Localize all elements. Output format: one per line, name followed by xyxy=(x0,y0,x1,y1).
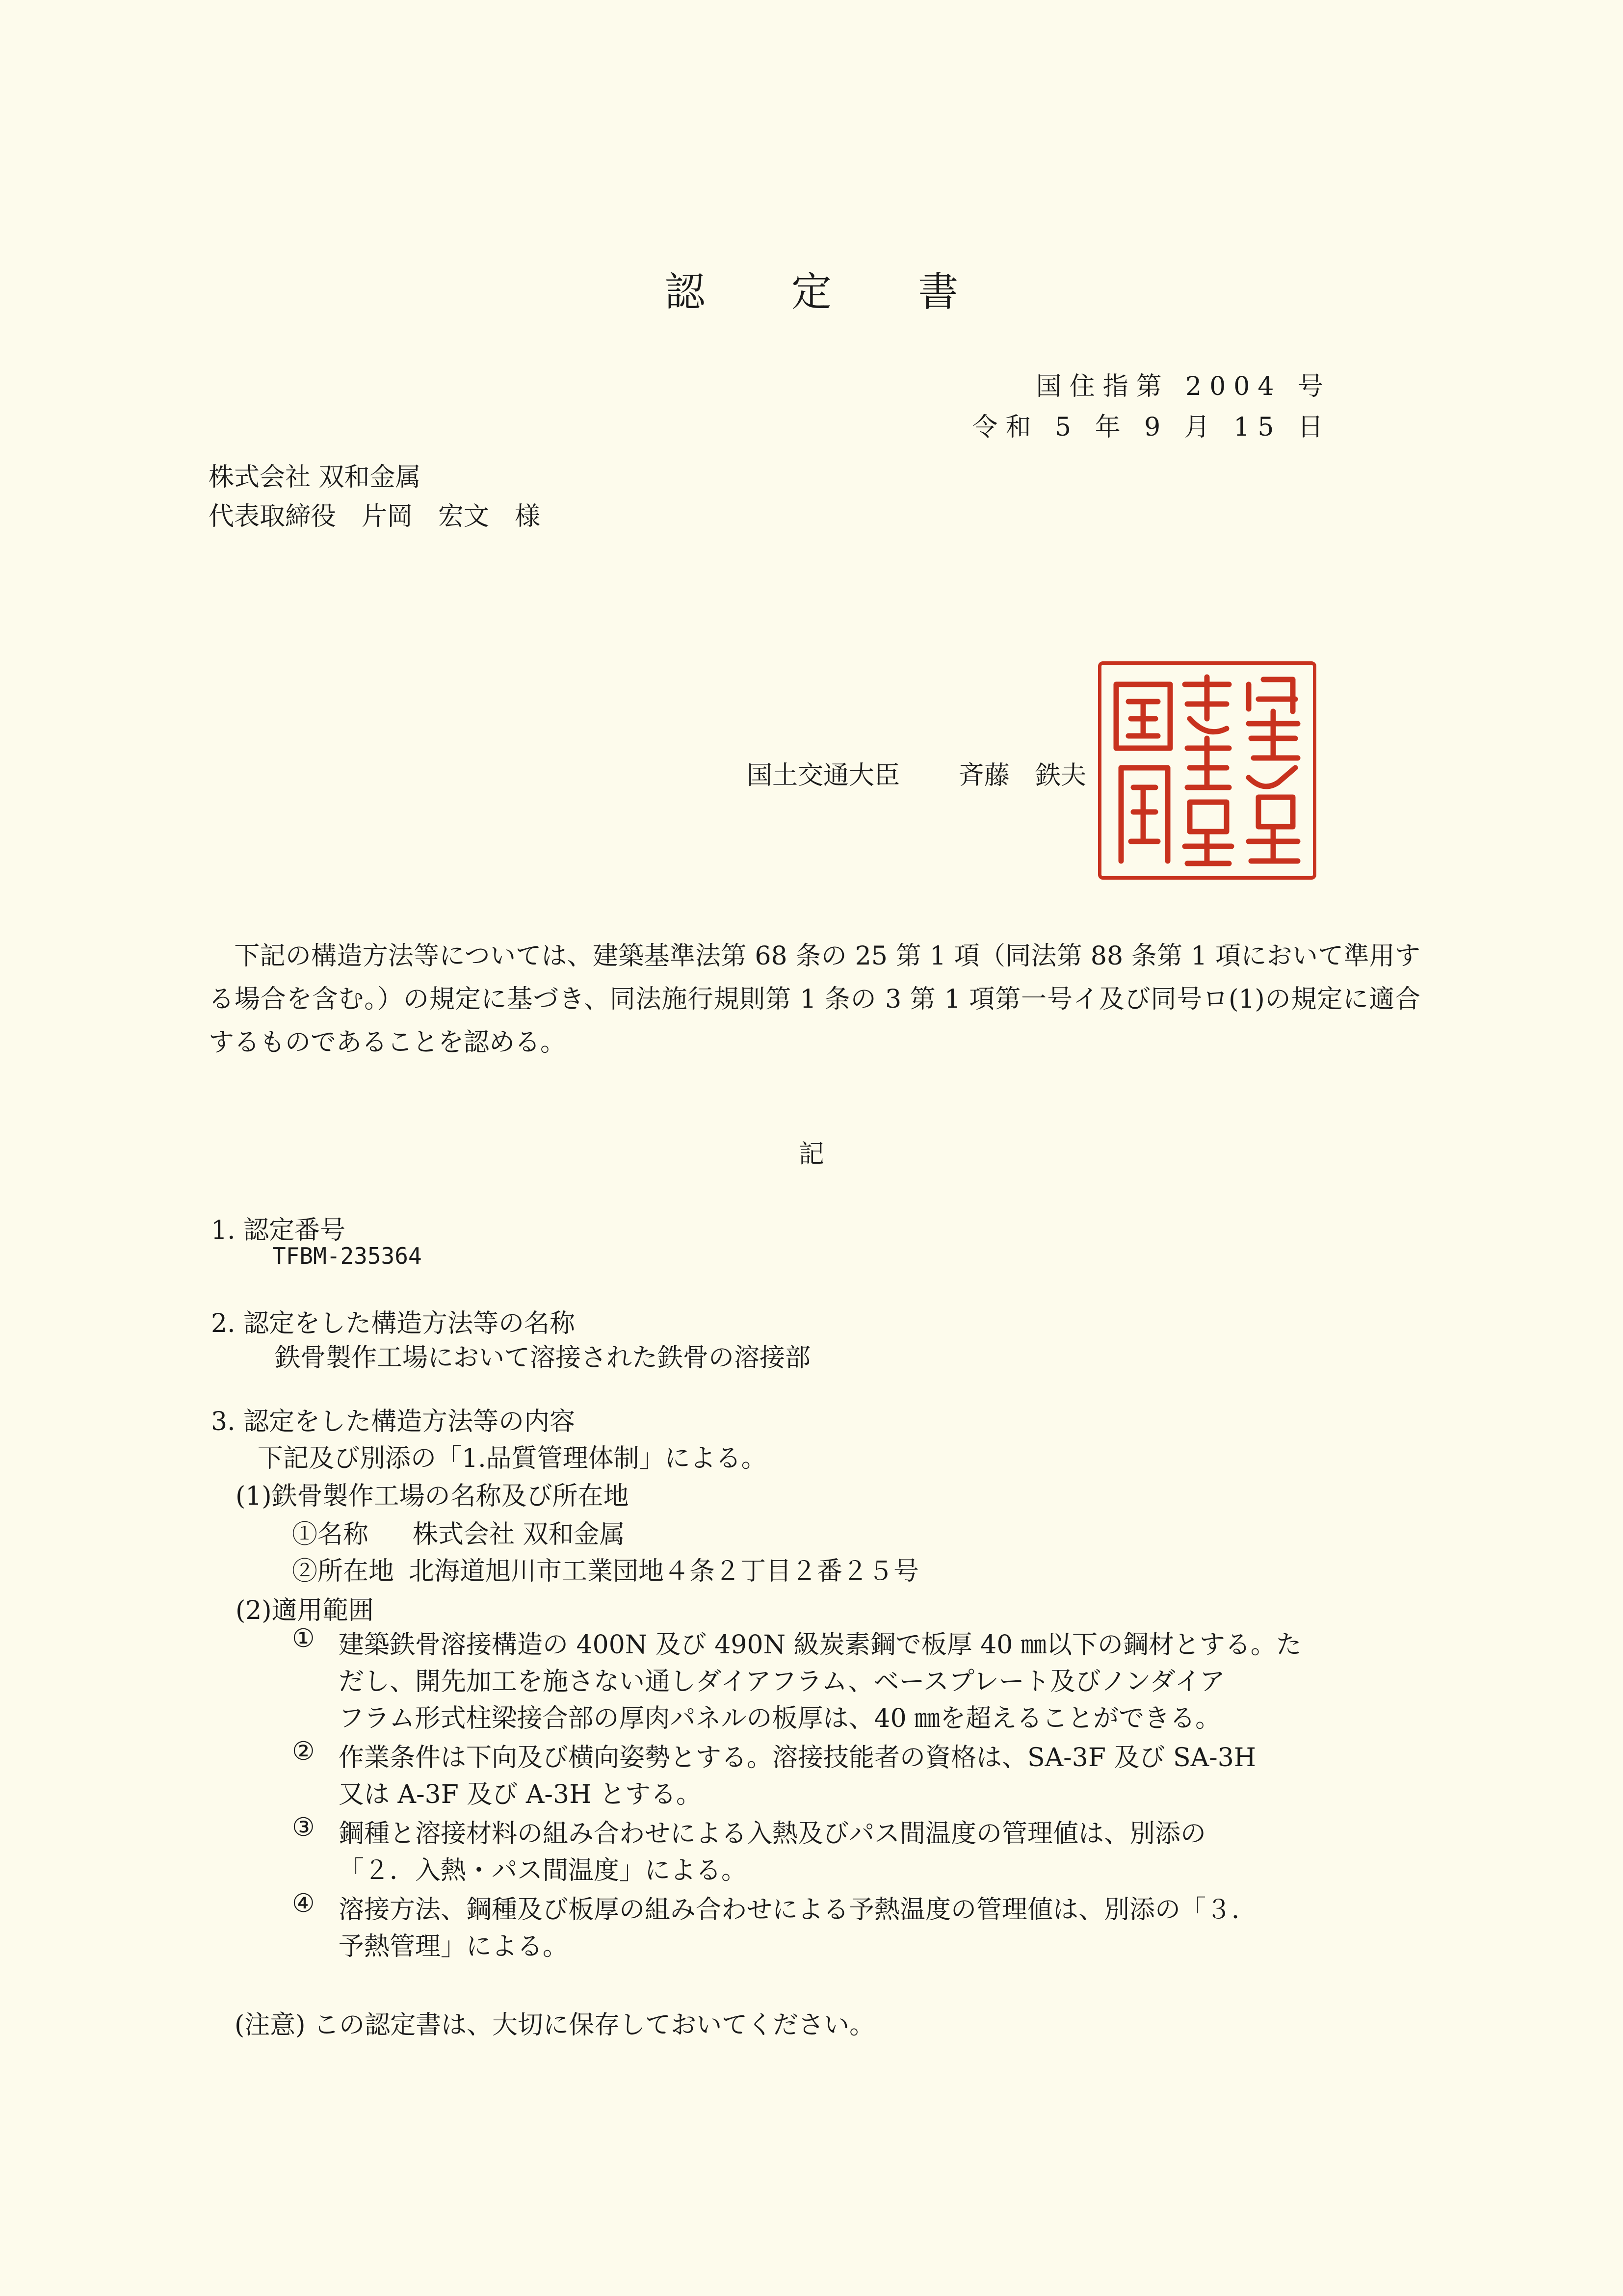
issuer-title: 国土交通大臣 xyxy=(747,761,900,790)
scope-item-2-line-2: 又は A-3F 及び A-3H とする。 xyxy=(339,1780,702,1809)
scope-item-1-mark: ① xyxy=(292,1624,315,1653)
factory-address-row xyxy=(292,1550,919,1587)
factory-address-value: 北海道旭川市工業団地４条２丁目２番２５号 xyxy=(409,1557,919,1586)
seal-glyph-icon xyxy=(1101,665,1313,876)
certification-number: TFBM-235364 xyxy=(272,1243,422,1269)
official-seal xyxy=(1098,661,1316,880)
scope-item-2-mark: ② xyxy=(292,1737,315,1766)
factory-name-row xyxy=(292,1513,625,1550)
scope-item-1-line-2: だし、開先加工を施さない通しダイアフラム、ベースプレート及びノンダイア xyxy=(339,1667,1226,1696)
scope-item-4-line-2: 予熱管理」による。 xyxy=(339,1932,569,1961)
section-3-heading: 3. 認定をした構造方法等の内容 xyxy=(211,1407,576,1436)
scope-item-1-line-1: 建築鉄骨溶接構造の 400N 及び 490N 級炭素鋼で板厚 40 ㎜以下の鋼材とする。た xyxy=(339,1630,1302,1660)
scope-item-3-line-2: 「２．入熱・パス間温度」による。 xyxy=(339,1856,747,1885)
scope-item-4-mark: ④ xyxy=(292,1889,315,1918)
recipient-company: 株式会社 双和金属 xyxy=(209,463,421,492)
document-number: 国住指第 2004 号 xyxy=(1036,372,1331,401)
preamble-text: 下記の構造方法等については、建築基準法第 68 条の 25 第 1 項（同法第 88 条第 1 項において準用する場合を含む。）の規定に基づき、同法施行規則第 1 条の 3 第 1 項第一号イ及び同号ロ(1)の規定に適合するものであることを認める。 xyxy=(209,941,1420,1057)
section-2-heading: 2. 認定をした構造方法等の名称 xyxy=(211,1309,576,1338)
scope-item-3-line-1: 鋼種と溶接材料の組み合わせによる入熱及びパス間温度の管理値は、別添の xyxy=(339,1819,1206,1849)
section-3-intro: 下記及び別添の「1.品質管理体制」による。 xyxy=(258,1444,767,1473)
issue-date: 令和 5 年 9 月 15 日 xyxy=(972,413,1331,442)
recipient-representative: 代表取締役 片岡 宏文 様 xyxy=(209,502,541,531)
scope-item-4-line-1: 溶接方法、鋼種及び板厚の組み合わせによる予熱温度の管理値は、別添の「３． xyxy=(339,1895,1257,1925)
section-1-heading: 1. 認定番号 xyxy=(211,1216,346,1245)
document-title: 認 定 書 xyxy=(664,269,995,315)
scope-item-3-mark: ③ xyxy=(292,1813,315,1842)
factory-name-value: 株式会社 双和金属 xyxy=(413,1520,625,1549)
structure-method-name: 鉄骨製作工場において溶接された鉄骨の溶接部 xyxy=(275,1343,811,1373)
issuer-name: 斉藤 鉄夫 xyxy=(959,761,1087,790)
subsection-1-heading: (1)鉄骨製作工場の名称及び所在地 xyxy=(236,1482,629,1511)
factory-name-label: ①名称 xyxy=(292,1520,369,1549)
factory-address-label: ②所在地 xyxy=(292,1557,394,1586)
scope-item-2-line-1: 作業条件は下向及び横向姿勢とする。溶接技能者の資格は、SA-3F 及び SA-3H xyxy=(339,1743,1257,1773)
ki-heading: 記 xyxy=(798,1140,824,1169)
preamble-paragraph xyxy=(209,935,1420,1064)
preservation-note: (注意) この認定書は、大切に保存しておいてください。 xyxy=(235,2010,875,2040)
scope-item-1-line-3: フラム形式柱梁接合部の厚肉パネルの板厚は、40 ㎜を超えることができる。 xyxy=(339,1704,1221,1733)
subsection-2-heading: (2)適用範囲 xyxy=(236,1596,374,1625)
issuer-block xyxy=(747,755,1086,791)
